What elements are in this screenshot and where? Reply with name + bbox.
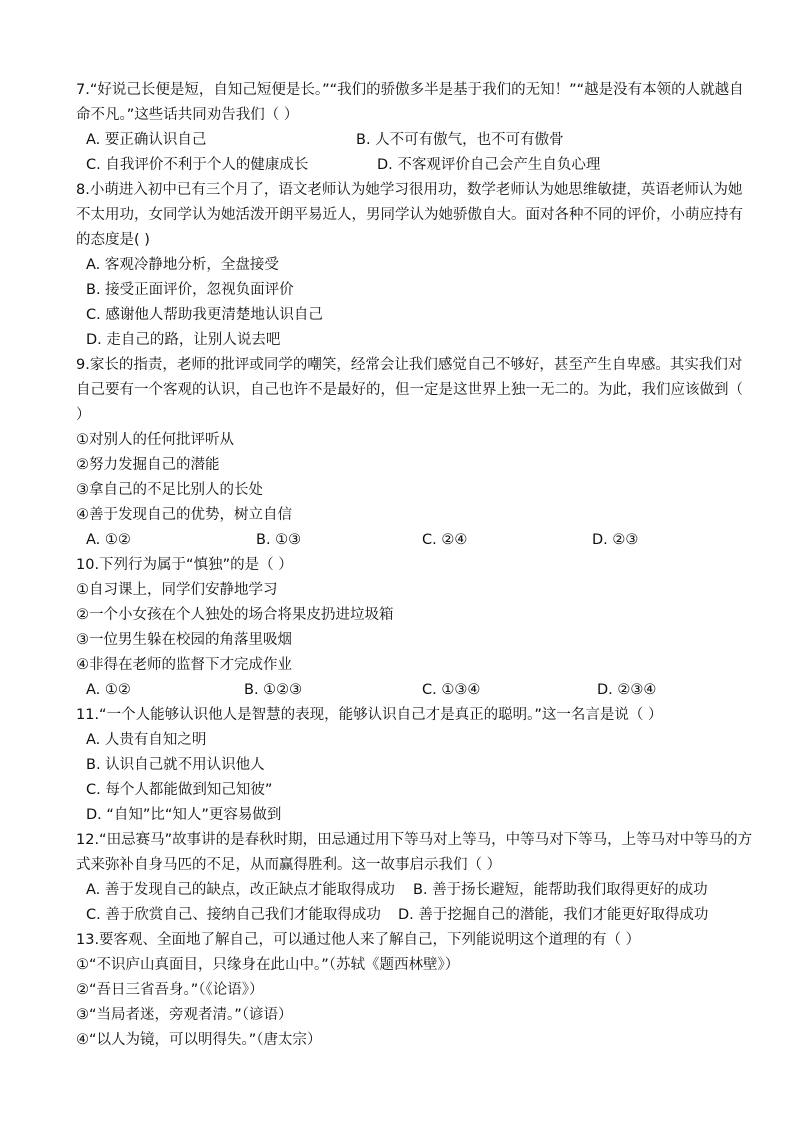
question-10-stem: 10.下列行为属于“慎独”的是（ ） xyxy=(76,557,293,573)
option-a: A. 人贵有自知之明 xyxy=(86,732,207,748)
question-10 xyxy=(76,553,720,703)
statement-4: ④“以人为镜，可以明得失。”（唐太宗） xyxy=(76,1032,322,1048)
question-7-options-row-2 xyxy=(76,153,720,178)
option-c: C. 自我评价不利于个人的健康成长 xyxy=(86,157,309,173)
option-c: C. ①③④ xyxy=(422,682,481,698)
question-12-stem-line-2: 式来弥补自身马匹的不足，从而赢得胜利。这一故事启示我们（ ） xyxy=(76,857,502,873)
question-8-stem-line-1: 8.小萌进入初中已有三个月了，语文老师认为她学习很用功，数学老师认为她思维敏捷，英语老师认为她 xyxy=(76,182,743,198)
statement-1: ①自习课上，同学们安静地学习 xyxy=(76,582,278,598)
option-d: D. 善于挖掘自己的潜能，我们才能更好取得成功 xyxy=(398,907,709,923)
option-a: A. 善于发现自己的缺点，改正缺点才能取得成功 xyxy=(86,882,395,898)
question-9-stem-line-1: 9.家长的指责，老师的批评或同学的嘲笑，经常会让我们感觉自己不够好，甚至产生自卑感。其实我们对 xyxy=(76,357,743,373)
question-12 xyxy=(76,828,753,928)
statement-1: ①对别人的任何批评听从 xyxy=(76,432,234,448)
question-12-options-row-1 xyxy=(76,878,720,903)
option-d: D. 不客观评价自己会产生自负心理 xyxy=(377,157,601,173)
option-d: D. 走自己的路，让别人说去吧 xyxy=(86,332,281,348)
statement-3: ③拿自己的不足比别人的长处 xyxy=(76,482,263,498)
question-9-stem-line-2: 自己要有一个客观的认识，自己也许不是最好的，但一定是这世界上独一无二的。为此，我们应该做到（ xyxy=(76,382,743,398)
question-13-stem: 13.要客观、全面地了解自己，可以通过他人来了解自己，下列能说明这个道理的有（ ） xyxy=(76,932,641,948)
question-9 xyxy=(76,353,743,553)
option-a: A. 要正确认识自己 xyxy=(86,132,207,148)
option-b: B. ①③ xyxy=(256,532,302,548)
option-d: D. ②③ xyxy=(592,532,639,548)
question-9-stem-line-3: ） xyxy=(76,407,91,423)
question-11 xyxy=(76,703,720,828)
question-9-options-row xyxy=(76,528,720,553)
option-d: D. “自知”比“知人”更容易做到 xyxy=(86,807,282,823)
option-c: C. 每个人都能做到知己知彼” xyxy=(86,782,273,798)
option-b: B. ①②③ xyxy=(244,682,303,698)
statement-2: ②努力发掘自己的潜能 xyxy=(76,457,220,473)
statement-1: ①“不识庐山真面目，只缘身在此山中。”（苏轼《题西林壁》） xyxy=(76,957,460,973)
question-10-options-row xyxy=(76,678,720,703)
question-11-stem: 11.“一个人能够认识他人是智慧的表现，能够认识自己才是真正的聪明。”这一名言是说（ ） xyxy=(76,707,663,723)
option-a: A. ①② xyxy=(86,682,131,698)
option-a: A. 客观冷静地分析，全盘接受 xyxy=(86,257,279,273)
option-b: B. 善于扬长避短，能帮助我们取得更好的成功 xyxy=(413,882,708,898)
question-8 xyxy=(76,178,743,353)
question-7-options-row-1 xyxy=(76,128,720,153)
option-b: B. 接受正面评价，忽视负面评价 xyxy=(86,282,294,298)
option-a: A. ①② xyxy=(86,532,131,548)
option-b: B. 认识自己就不用认识他人 xyxy=(86,757,265,773)
question-7-stem-line-1: 7.“好说己长便是短，自知己短便是长。”“我们的骄傲多半是基于我们的无知！”“越是没有本领的人就越自 xyxy=(76,82,744,98)
option-c: C. 善于欣赏自己、接纳自己我们才能取得成功 xyxy=(86,907,381,923)
question-13 xyxy=(76,928,720,1053)
statement-3: ③“当局者迷，旁观者清。”（谚语） xyxy=(76,1007,293,1023)
question-7 xyxy=(76,78,744,178)
question-list xyxy=(76,78,753,1053)
question-8-stem-line-3: 的态度是( ) xyxy=(76,232,150,248)
statement-3: ③一位男生躲在校园的角落里吸烟 xyxy=(76,632,292,648)
option-c: C. ②④ xyxy=(422,532,468,548)
statement-4: ④非得在老师的监督下才完成作业 xyxy=(76,657,292,673)
statement-2: ②“吾日三省吾身。”（《论语》） xyxy=(76,982,264,998)
question-8-stem-line-2: 不太用功，女同学认为她活泼开朗平易近人，男同学认为她骄傲自大。面对各种不同的评价，小萌应持有 xyxy=(76,207,743,223)
question-7-stem-line-2: 命不凡。”这些话共同劝告我们（ ） xyxy=(76,107,299,123)
statement-2: ②一个小女孩在个人独处的场合将果皮扔进垃圾箱 xyxy=(76,607,394,623)
question-12-options-row-2 xyxy=(76,903,720,928)
option-b: B. 人不可有傲气，也不可有傲骨 xyxy=(356,132,564,148)
question-12-stem-line-1: 12.“田忌赛马”故事讲的是春秋时期，田忌通过用下等马对上等马，中等马对下等马，上等马对中等马的方 xyxy=(76,832,753,848)
option-c: C. 感谢他人帮助我更清楚地认识自己 xyxy=(86,307,323,323)
statement-4: ④善于发现自己的优势，树立自信 xyxy=(76,507,292,523)
option-d: D. ②③④ xyxy=(597,682,657,698)
